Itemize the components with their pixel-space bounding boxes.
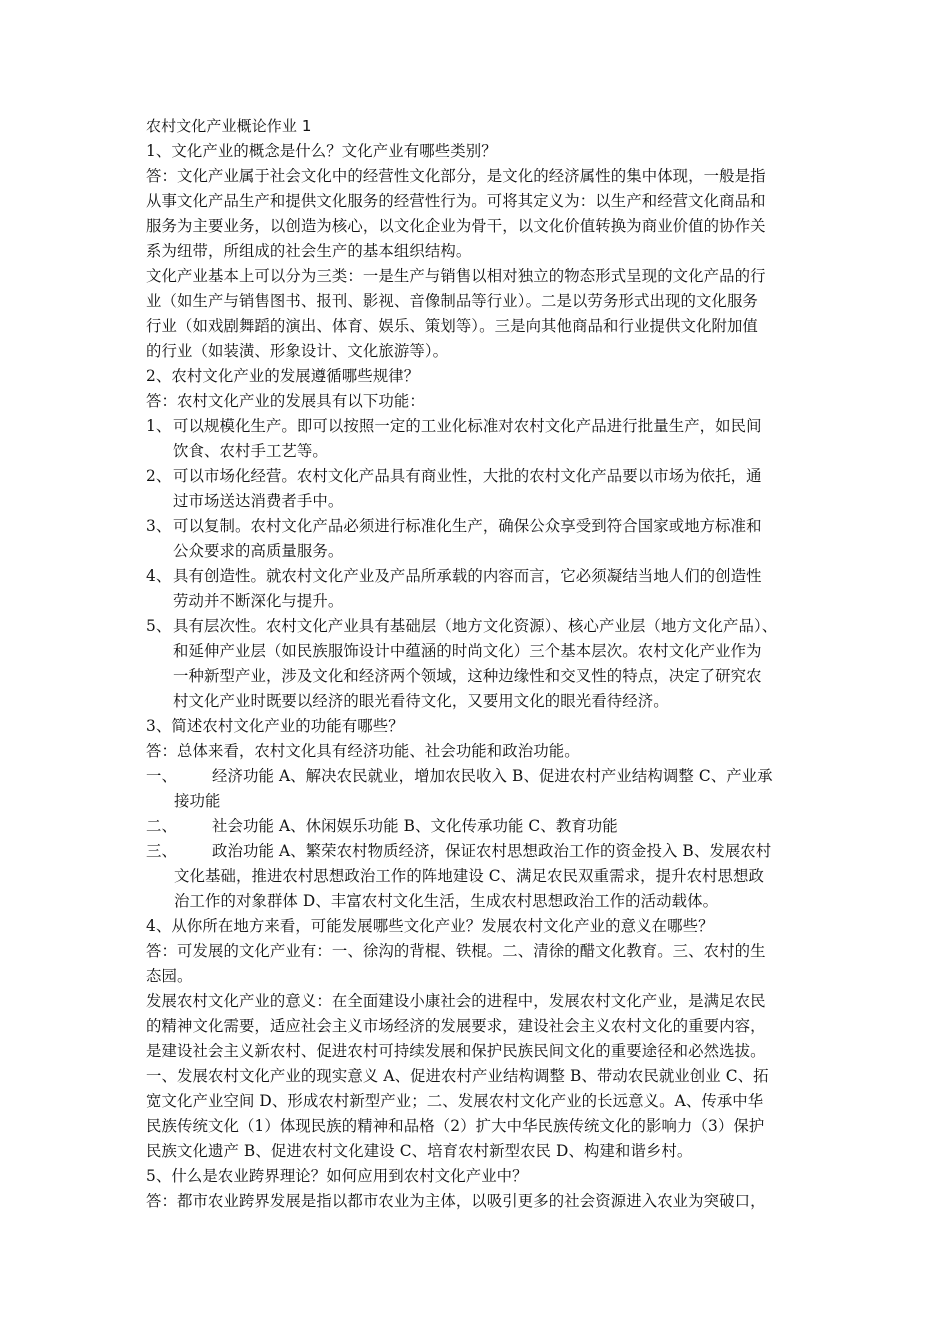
item-text: 过市场送达消费者手中。 <box>173 492 344 510</box>
item-number: 二、 <box>146 817 177 835</box>
list-item <box>146 414 810 464</box>
item-text: 经济功能 A、解决农民就业，增加农民收入 B、促进农村产业结构调整 C、产业承 <box>212 767 773 785</box>
question-4: 4、从你所在地方来看，可能发展哪些文化产业？发展农村文化产业的意义在哪些？ <box>146 917 714 935</box>
meaning-line: 发展农村文化产业的意义：在全面建设小康社会的进程中，发展农村文化产业，是满足农民 <box>146 992 766 1010</box>
item-number: 1、 <box>146 417 172 435</box>
item-number: 一、 <box>146 767 177 785</box>
answer-1-line: 从事文化产品生产和提供文化服务的经营性行为。可将其定义为：以生产和经营文化商品和 <box>146 192 766 210</box>
item-text: 可以市场化经营。农村文化产品具有商业性，大批的农村文化产品要以市场为依托，通 <box>173 467 762 485</box>
item-number: 3、 <box>146 517 172 535</box>
answer-1-line: 答：文化产业属于社会文化中的经营性文化部分，是文化的经济属性的集中体现，一般是指 <box>146 167 766 185</box>
item-text: 公众要求的高质量服务。 <box>173 542 344 560</box>
meaning-line: 一、发展农村文化产业的现实意义 A、促进农村产业结构调整 B、带动农民就业创业 C、拓 <box>146 1067 769 1085</box>
meaning-line: 民族文化遗产 B、促进农村文化建设 C、培育农村新型农民 D、构建和谐乡村。 <box>146 1142 693 1160</box>
question-1: 1、文化产业的概念是什么？文化产业有哪些类别？ <box>146 142 497 160</box>
item-text: 和延伸产业层（如民族服饰设计中蕴涵的时尚文化）三个基本层次。农村文化产业作为 <box>173 642 762 660</box>
category-line: 的行业（如装潢、形象设计、文化旅游等）。 <box>146 342 449 360</box>
item-text: 社会功能 A、休闲娱乐功能 B、文化传承功能 C、教育功能 <box>212 817 618 835</box>
answer-5-line: 答：都市农业跨界发展是指以都市农业为主体，以吸引更多的社会资源进入农业为突破口， <box>146 1192 766 1210</box>
item-text: 具有层次性。农村文化产业具有基础层（地方文化资源）、核心产业层（地方文化产品）、 <box>173 617 778 635</box>
item-text: 政治功能 A、繁荣农村物质经济，保证农村思想政治工作的资金投入 B、发展农村 <box>212 842 772 860</box>
category-line: 业（如生产与销售图书、报刊、影视、音像制品等行业）。二是以劳务形式出现的文化服务 <box>146 292 758 310</box>
list-item <box>146 614 810 714</box>
answer-4-line: 态园。 <box>146 967 193 985</box>
item-text: 治工作的对象群体 D、丰富农村文化生活，生成农村思想政治工作的活动载体。 <box>174 892 719 910</box>
meaning-line: 是建设社会主义新农村、促进农村可持续发展和保护民族民间文化的重要途径和必然选拔。 <box>146 1042 766 1060</box>
answer-1-line: 系为纽带，所组成的社会生产的基本组织结构。 <box>146 242 472 260</box>
item-number: 三、 <box>146 842 177 860</box>
answer-1-line: 服务为主要业务，以创造为核心，以文化企业为骨干，以文化价值转换为商业价值的协作关 <box>146 217 766 235</box>
item-text: 村文化产业时既要以经济的眼光看待文化，又要用文化的眼光看待经济。 <box>173 692 669 710</box>
item-text: 接功能 <box>174 792 221 810</box>
question-5: 5、什么是农业跨界理论？如何应用到农村文化产业中？ <box>146 1167 528 1185</box>
item-text: 可以复制。农村文化产品必须进行标准化生产，确保公众享受到符合国家或地方标准和 <box>173 517 762 535</box>
list-item <box>146 839 810 914</box>
answer-3-intro: 答：总体来看，农村文化具有经济功能、社会功能和政治功能。 <box>146 742 580 760</box>
list-item <box>146 764 810 814</box>
item-text: 饮食、农村手工艺等。 <box>173 442 328 460</box>
meaning-line: 民族传统文化（1）体现民族的精神和品格（2）扩大中华民族传统文化的影响力（3）保护 <box>146 1117 765 1135</box>
list-item <box>146 814 810 839</box>
item-text: 劳动并不断深化与提升。 <box>173 592 344 610</box>
category-line: 行业（如戏剧舞蹈的演出、体育、娱乐、策划等）。三是向其他商品和行业提供文化附加值 <box>146 317 758 335</box>
list-item <box>146 564 810 614</box>
item-text: 一种新型产业，涉及文化和经济两个领域，这种边缘性和交叉性的特点，决定了研究农 <box>173 667 762 685</box>
meaning-line: 的精神文化需要，适应社会主义市场经济的发展要求，建设社会主义农村文化的重要内容， <box>146 1017 766 1035</box>
document-body <box>146 114 810 1214</box>
item-text: 文化基础，推进农村思想政治工作的阵地建设 C、满足农民双重需求，提升农村思想政 <box>174 867 765 885</box>
item-number: 4、 <box>146 567 172 585</box>
category-line: 文化产业基本上可以分为三类：一是生产与销售以相对独立的物态形式呈现的文化产品的行 <box>146 267 766 285</box>
list-item <box>146 514 810 564</box>
item-number: 5、 <box>146 617 172 635</box>
answer-4-line: 答：可发展的文化产业有：一、徐沟的背棍、铁棍。二、清徐的醋文化教育。三、农村的生 <box>146 942 766 960</box>
question-3: 3、简述农村文化产业的功能有哪些？ <box>146 717 404 735</box>
item-text: 可以规模化生产。即可以按照一定的工业化标准对农村文化产品进行批量生产，如民间 <box>173 417 762 435</box>
answer-2-intro: 答：农村文化产业的发展具有以下功能： <box>146 392 425 410</box>
item-number: 2、 <box>146 467 172 485</box>
list-item <box>146 464 810 514</box>
question-2: 2、农村文化产业的发展遵循哪些规律？ <box>146 367 420 385</box>
item-text: 具有创造性。就农村文化产业及产品所承载的内容而言，它必须凝结当地人们的创造性 <box>173 567 762 585</box>
meaning-line: 宽文化产业空间 D、形成农村新型产业；二、发展农村文化产业的长远意义。A、传承中华 <box>146 1092 764 1110</box>
document-title: 农村文化产业概论作业 1 <box>146 117 312 135</box>
